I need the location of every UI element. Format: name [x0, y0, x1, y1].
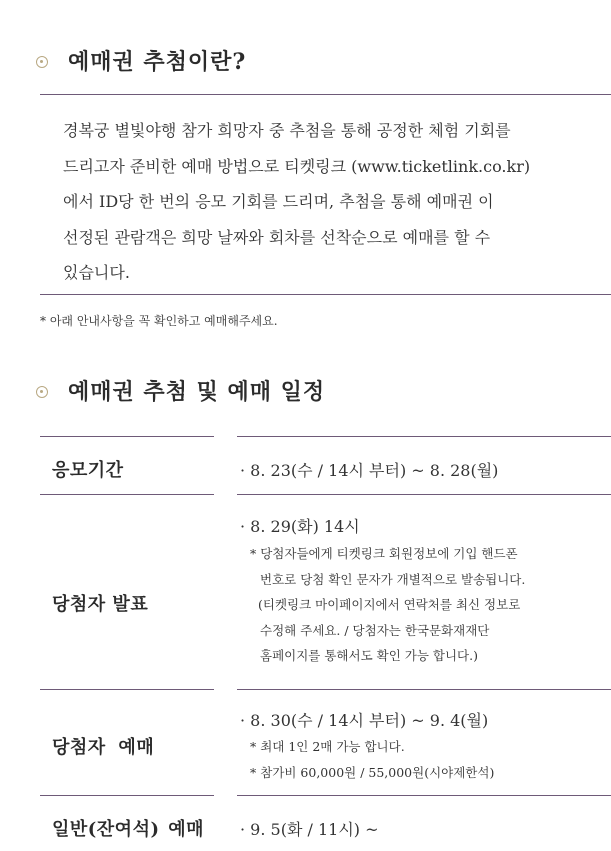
row-label-winner-booking: 당첨자 예매 [52, 737, 155, 758]
note-line: * 참가비 60,000원 / 55,000원(시야제한석) [250, 764, 495, 780]
row-notes-winner-announcement [250, 541, 525, 669]
note-line: 홈페이지를 통해서도 확인 가능 합니다.) [260, 648, 478, 663]
row-date-general-booking: · 9. 5(화 / 11시) ~ [240, 820, 379, 839]
intro-line: 선정된 관람객은 희망 날짜와 회차를 선착순으로 예매를 할 수 [63, 227, 491, 247]
note-line: 번호로 당첨 확인 문자가 개별적으로 발송됩니다. [260, 571, 526, 587]
note-line: * 당첨자들에게 티켓링크 회원정보에 기입 핸드폰 [250, 546, 518, 561]
row-label-application-period: 응모기간 [52, 460, 124, 481]
intro-paragraph [63, 113, 563, 291]
divider [40, 94, 611, 95]
section-bullet-icon [36, 56, 48, 68]
intro-line: 있습니다. [63, 263, 130, 282]
intro-line: 에서 ID당 한 번의 응모 기회를 드리며, 추첨을 통해 예매권 이 [63, 192, 494, 211]
note-line: * 최대 1인 2매 가능 합니다. [250, 739, 405, 754]
table-divider [40, 795, 214, 796]
table-divider [237, 689, 611, 690]
table-divider [237, 436, 611, 437]
table-divider [40, 494, 214, 495]
intro-line: 경복궁 별빛야행 참가 희망자 중 추첨을 통해 공정한 체험 기회를 [63, 121, 511, 140]
note-line: (티켓링크 마이페이지에서 연락처를 최신 정보로 [258, 597, 521, 612]
table-divider [237, 795, 611, 796]
section-bullet-icon [36, 386, 48, 398]
row-label-general-booking: 일반(잔여석) 예매 [52, 819, 205, 840]
row-date-winner-announcement: · 8. 29(화) 14시 [240, 517, 360, 536]
divider [40, 294, 611, 295]
row-date-application-period: · 8. 23(수 / 14시 부터) ~ 8. 28(월) [240, 461, 499, 480]
row-label-winner-announcement: 당첨자 발표 [52, 594, 149, 615]
row-date-winner-booking: · 8. 30(수 / 14시 부터) ~ 9. 4(월) [240, 711, 489, 730]
section-title-about: 예매권 추첨이란? [68, 49, 247, 75]
row-notes-winner-booking [250, 734, 494, 785]
note-line: 수정해 주세요. / 당첨자는 한국문화재재단 [260, 622, 490, 638]
notice-text: * 아래 안내사항을 꼭 확인하고 예매해주세요. [40, 314, 278, 328]
table-divider [40, 689, 214, 690]
table-divider [40, 436, 214, 437]
section-title-schedule: 예매권 추첨 및 예매 일정 [68, 379, 326, 405]
table-divider [237, 494, 611, 495]
intro-line: 드리고자 준비한 예매 방법으로 티켓링크 (www.ticketlink.co.kr) [63, 156, 531, 176]
